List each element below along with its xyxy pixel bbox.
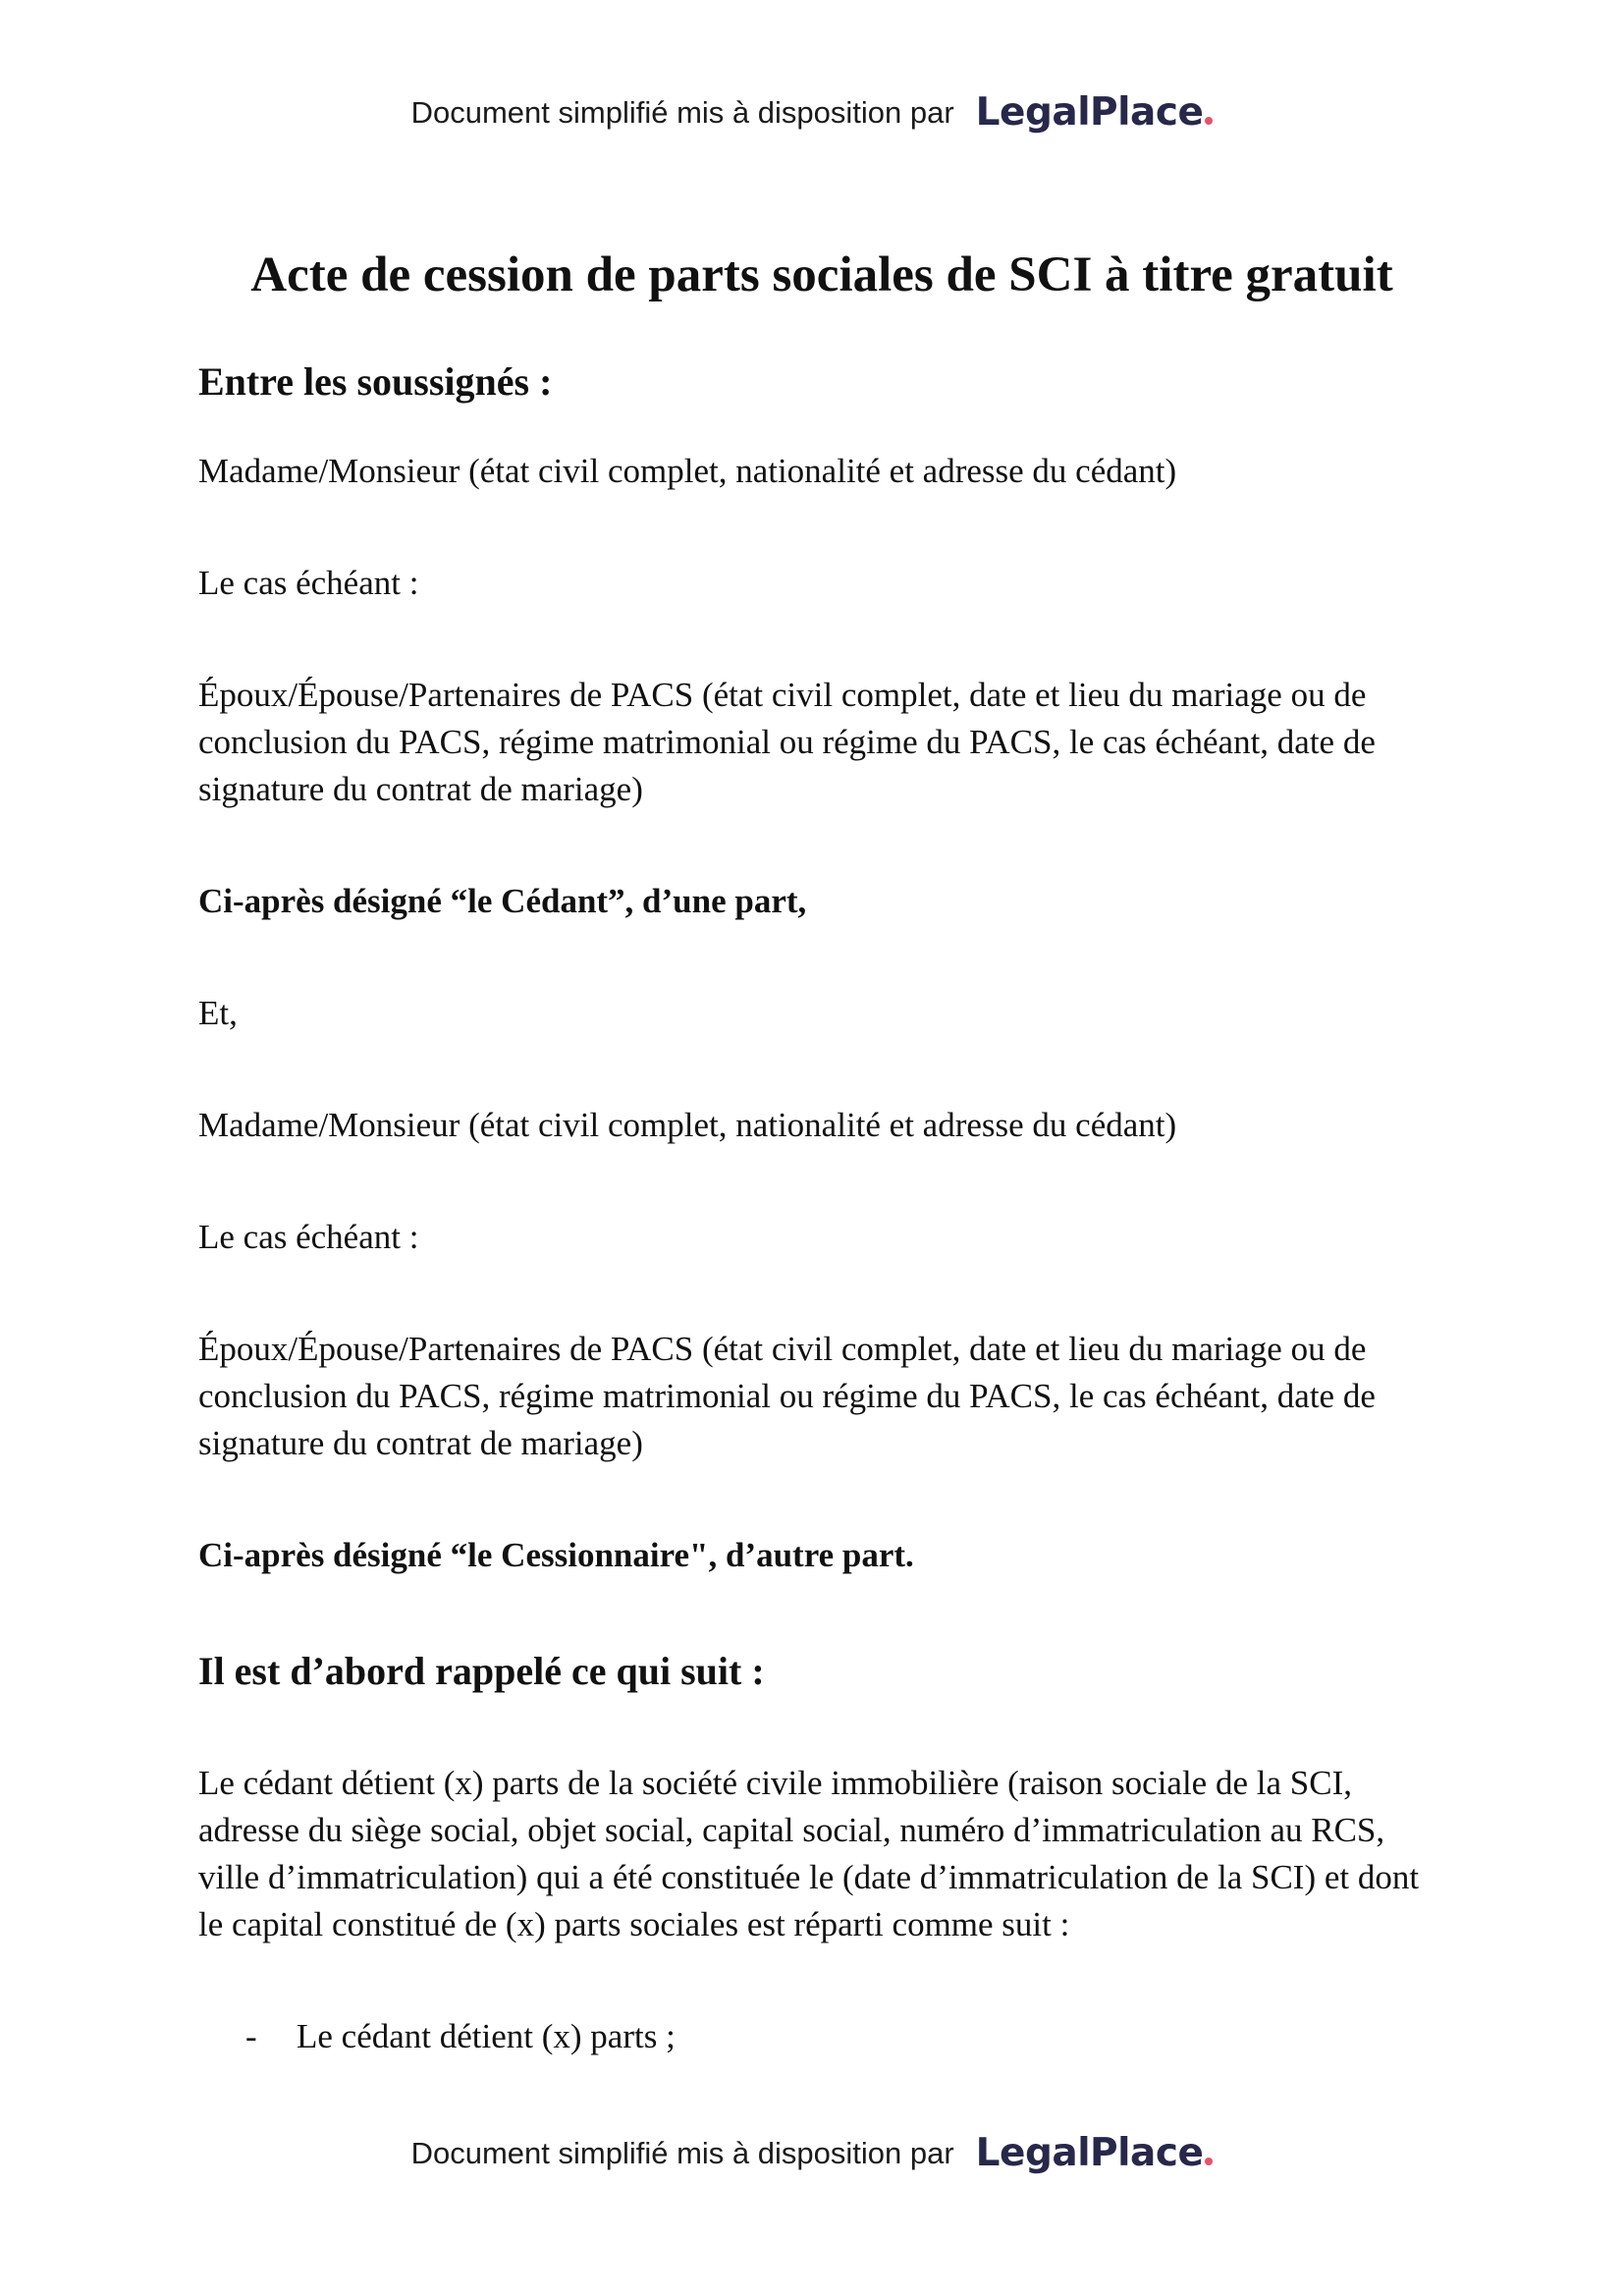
- header-brand-name: LegalPlace: [975, 90, 1204, 135]
- recital-paragraph: Le cédant détient (x) parts de la société civile immobilière (raison sociale de la SCI, adresse du siège social, objet social, capital social, numéro d’immatriculation au RCS, ville d’immatriculation) qui a été constituée le (date d’immatriculation de la SCI) et dont le capital constitué de (x) parts sociales est réparti comme suit :: [198, 1764, 1420, 1943]
- footer-banner: [0, 2131, 1624, 2175]
- footer-brand-name: LegalPlace: [975, 2131, 1204, 2175]
- list-item: [198, 2013, 1445, 2060]
- cessionnaire-le-cas-echeant: Le cas échéant :: [198, 1218, 419, 1256]
- cessionnaire-spouse-details: Époux/Épouse/Partenaires de PACS (état civil complet, date et lieu du mariage ou de conclusion du PACS, régime matrimonial ou régime du PACS, le cas échéant, date de signature du contrat de mariage): [198, 1330, 1376, 1462]
- document-body: [198, 246, 1445, 2060]
- footer-text: Document simplifié mis à disposition par: [410, 2135, 954, 2170]
- list-marker: -: [245, 2017, 257, 2055]
- cedant-le-cas-echeant: Le cas échéant :: [198, 564, 419, 602]
- cedant-spouse-details: Époux/Épouse/Partenaires de PACS (état civil complet, date et lieu du mariage ou de conclusion du PACS, régime matrimonial ou régime du PACS, le cas échéant, date de signature du contrat de mariage): [198, 676, 1376, 808]
- list-item-text: Le cédant détient (x) parts ;: [297, 2017, 676, 2055]
- section-heading-recitals: Il est d’abord rappelé ce qui suit :: [198, 1649, 765, 1693]
- cedant-designation: Ci-après désigné “le Cédant”, d’une part,: [198, 882, 807, 920]
- legalplace-logo[interactable]: [976, 2131, 1214, 2175]
- brand-dot-icon: [1205, 2158, 1213, 2165]
- header-banner: [0, 90, 1624, 135]
- legalplace-logo[interactable]: [976, 90, 1214, 135]
- document-title: Acte de cession de parts sociales de SCI à titre gratuit: [250, 247, 1393, 302]
- brand-dot-icon: [1205, 117, 1213, 125]
- cessionnaire-identity: Madame/Monsieur (état civil complet, nationalité et adresse du cédant): [198, 1106, 1177, 1144]
- et-conjunction: Et,: [198, 994, 238, 1032]
- header-text: Document simplifié mis à disposition par: [410, 94, 954, 130]
- cedant-identity: Madame/Monsieur (état civil complet, nationalité et adresse du cédant): [198, 452, 1177, 490]
- cessionnaire-designation: Ci-après désigné “le Cessionnaire", d’autre part.: [198, 1536, 914, 1574]
- section-heading-parties: Entre les soussignés :: [198, 359, 553, 404]
